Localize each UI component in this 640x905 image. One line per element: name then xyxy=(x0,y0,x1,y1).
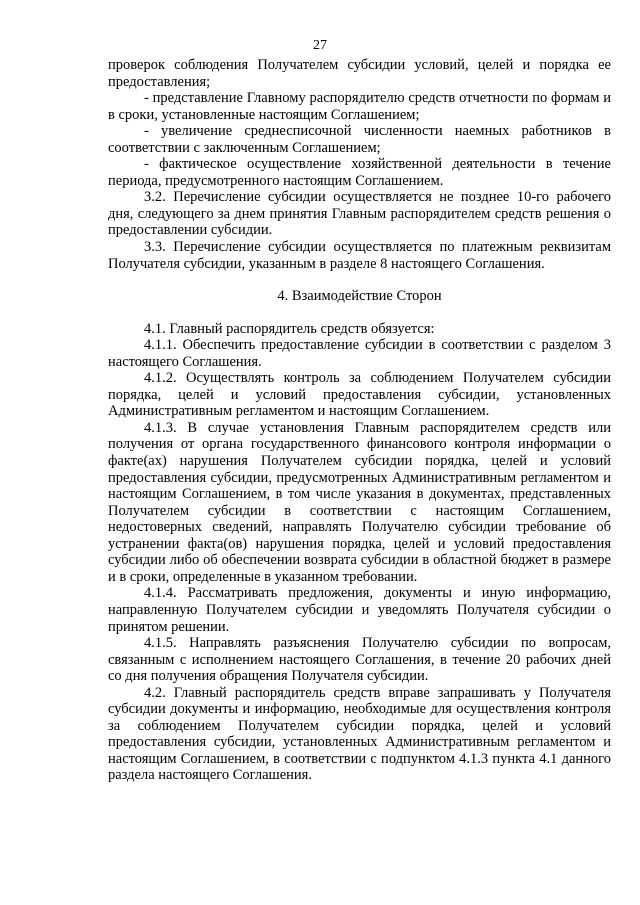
paragraph: проверок соблюдения Получателем субсидии условий, целей и порядка ее предоставления; xyxy=(108,57,611,90)
paragraph: 4.1.3. В случае установления Главным распорядителем средств или получения от органа государственного финансового контроля информации о факте(ах) нарушения Получателем субсидии порядка, целей и условий предоставления субсидии, предусмотренных Административным регламентом и настоящим Соглашением, в том числе указания в документах, представленных Получателем субсидии в соответствии с настоящим Соглашением, недостоверных сведений, направлять Получателю субсидии требование об устранении факта(ов) нарушения порядка, целей и условий предоставления субсидии либо об обеспечении возврата субсидии в областной бюджет в размере и в сроки, определенные в указанном требовании. xyxy=(108,419,611,585)
paragraph: 4.1.1. Обеспечить предоставление субсидии в соответствии с разделом 3 настоящего Соглашения. xyxy=(108,337,611,370)
section-heading: 4. Взаимодействие Сторон xyxy=(277,288,442,305)
paragraph: 3.3. Перечисление субсидии осуществляется по платежным реквизитам Получателя субсидии, указанным в разделе 8 настоящего Соглашения. xyxy=(108,239,611,272)
document-body xyxy=(108,57,611,784)
paragraph: 4.2. Главный распорядитель средств вправе запрашивать у Получателя субсидии документы и информацию, необходимые для осуществления контроля за соблюдением Получателем субсидии порядка, целей и условий предоставления субсидии, установленных Административным регламентом и настоящим Соглашением, в соответствии с подпунктом 4.1.3 пункта 4.1 данного раздела настоящего Соглашения. xyxy=(108,684,611,784)
page-number: 27 xyxy=(313,38,327,53)
paragraph: - представление Главному распорядителю средств отчетности по формам и в сроки, установленные настоящим Соглашением; xyxy=(108,90,611,123)
paragraph: 3.2. Перечисление субсидии осуществляется не позднее 10-го рабочего дня, следующего за днем принятия Главным распорядителем средств решения о предоставлении субсидии. xyxy=(108,189,611,239)
paragraph: - увеличение среднесписочной численности наемных работников в соответствии с заключенным Соглашением; xyxy=(108,123,611,156)
paragraph: 4.1. Главный распорядитель средств обязуется: xyxy=(144,320,435,337)
paragraph: - фактическое осуществление хозяйственной деятельности в течение периода, предусмотренного настоящим Соглашением. xyxy=(108,156,611,189)
paragraph: 4.1.5. Направлять разъяснения Получателю субсидии по вопросам, связанным с исполнением настоящего Соглашения, в течение 20 рабочих дней со дня получения обращения Получателя субсидии. xyxy=(108,635,611,685)
paragraph: 4.1.4. Рассматривать предложения, документы и иную информацию, направленную Получателем субсидии и уведомлять Получателя субсидии о принятом решении. xyxy=(108,585,611,635)
paragraph: 4.1.2. Осуществлять контроль за соблюдением Получателем субсидии порядка, целей и условий предоставления субсидии, установленных Административным регламентом и настоящим Соглашением. xyxy=(108,370,611,420)
